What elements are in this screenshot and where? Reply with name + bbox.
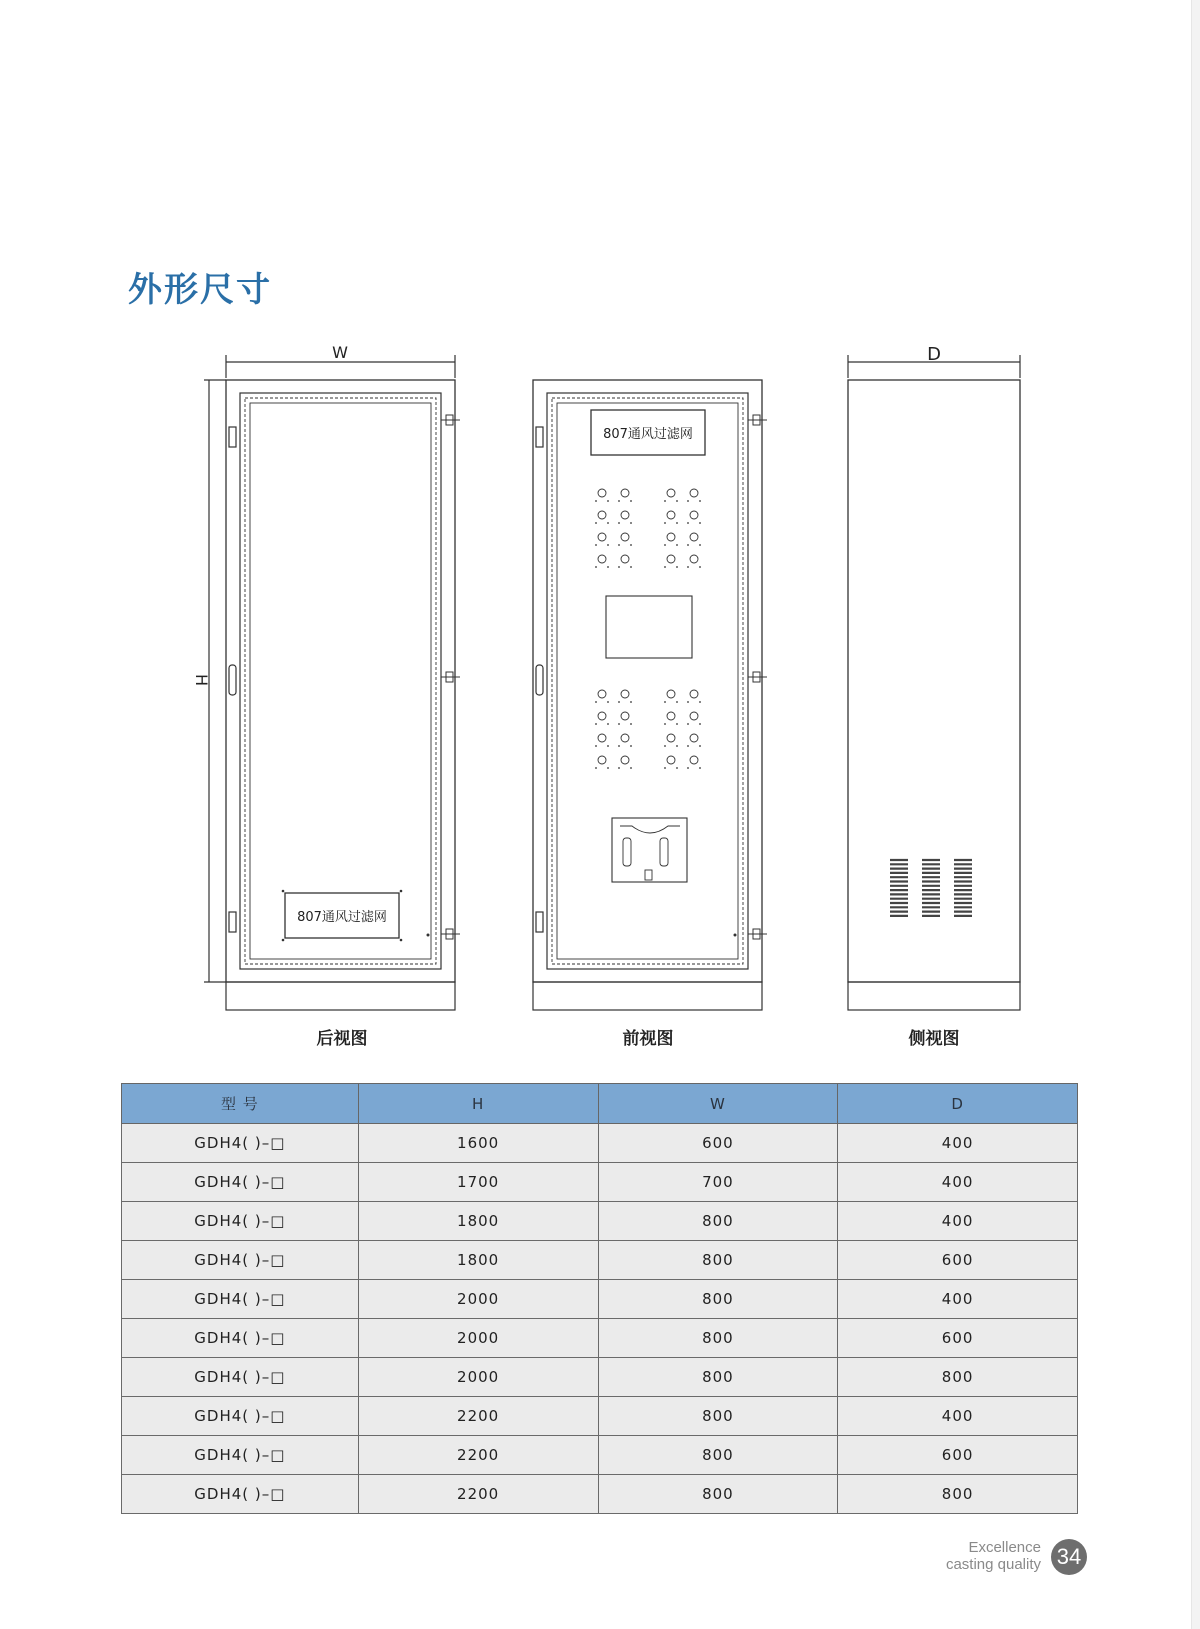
side-cabinet-body [848, 380, 1020, 982]
cell-height: 2000 [358, 1319, 598, 1358]
cell-model: GDH4( )–□ [122, 1436, 359, 1475]
cell-depth: 400 [838, 1397, 1078, 1436]
cell-model: GDH4( )–□ [122, 1202, 359, 1241]
cell-depth: 400 [838, 1163, 1078, 1202]
indicator-lamp-icon [667, 489, 675, 497]
cell-width: 800 [598, 1475, 838, 1514]
cell-depth: 800 [838, 1358, 1078, 1397]
rear-door-frame [240, 393, 441, 969]
page-number: 34 [1051, 1539, 1087, 1575]
side-view-caption: 侧视图 [908, 1029, 960, 1049]
table-row [122, 1358, 1078, 1397]
indicator-lamp-icon [690, 489, 698, 497]
cell-model: GDH4( )–□ [122, 1163, 359, 1202]
footer-line-1: Excellence [968, 1539, 1041, 1556]
rear-handle [229, 665, 236, 695]
cell-width: 800 [598, 1202, 838, 1241]
indicator-lamp-icon [598, 712, 606, 720]
table-row [122, 1475, 1078, 1514]
indicator-lamp-icon [690, 511, 698, 519]
indicator-lamp-icon [690, 690, 698, 698]
front-filter-label: 807通风过滤网 [603, 427, 693, 442]
indicator-lamp-icon [621, 489, 629, 497]
cell-width: 700 [598, 1163, 838, 1202]
cell-height: 2000 [358, 1358, 598, 1397]
table-row [122, 1124, 1078, 1163]
cell-model: GDH4( )–□ [122, 1241, 359, 1280]
front-handle [536, 665, 543, 695]
cell-width: 800 [598, 1358, 838, 1397]
cell-model: GDH4( )–□ [122, 1319, 359, 1358]
section-title: 外形尺寸 [128, 270, 272, 310]
indicator-lamp-icon [667, 712, 675, 720]
indicator-lamp-icon [598, 489, 606, 497]
cell-height: 1800 [358, 1202, 598, 1241]
rear-cabinet-body [226, 380, 455, 982]
indicator-lamp-icon [598, 555, 606, 563]
table-row [122, 1397, 1078, 1436]
indicator-lamp-icon [621, 712, 629, 720]
table-row [122, 1436, 1078, 1475]
front-view-drawing [533, 380, 767, 1010]
cell-model: GDH4( )–□ [122, 1280, 359, 1319]
rear-view-caption: 后视图 [316, 1029, 368, 1049]
indicator-lamp-icon [690, 712, 698, 720]
indicator-lamp-icon [598, 756, 606, 764]
height-label: H [192, 673, 211, 687]
indicator-lamp-icon [621, 690, 629, 698]
table-row [122, 1163, 1078, 1202]
cell-height: 1800 [358, 1241, 598, 1280]
indicator-lamp-icon [667, 533, 675, 541]
indicator-lamp-icon [667, 690, 675, 698]
indicator-lamp-icon [690, 734, 698, 742]
indicator-lamp-icon [621, 555, 629, 563]
cell-depth: 600 [838, 1319, 1078, 1358]
rear-hinge-bottom [229, 912, 236, 932]
cell-model: GDH4( )–□ [122, 1124, 359, 1163]
rear-cabinet-base [226, 982, 455, 1010]
header-width: W [598, 1084, 838, 1124]
cell-depth: 600 [838, 1436, 1078, 1475]
indicator-lamp-icon [690, 756, 698, 764]
indicator-lamp-icon [621, 756, 629, 764]
cell-depth: 400 [838, 1202, 1078, 1241]
indicator-lamp-icon [690, 555, 698, 563]
side-cabinet-base [848, 982, 1020, 1010]
cell-depth: 600 [838, 1241, 1078, 1280]
indicator-lamp-icon [621, 511, 629, 519]
front-cabinet-base [533, 982, 762, 1010]
cell-model: GDH4( )–□ [122, 1397, 359, 1436]
depth-label: D [927, 344, 941, 365]
cell-height: 2200 [358, 1397, 598, 1436]
cell-width: 600 [598, 1124, 838, 1163]
indicator-lamp-icon [667, 756, 675, 764]
front-view-caption: 前视图 [622, 1029, 674, 1049]
indicator-lamp-icon [598, 690, 606, 698]
footer-line-2: casting quality [945, 1556, 1041, 1573]
footer-slogan [946, 1539, 1041, 1573]
width-label: W [332, 343, 348, 362]
header-depth: D [838, 1084, 1078, 1124]
cell-depth: 800 [838, 1475, 1078, 1514]
table-row [122, 1280, 1078, 1319]
header-height: H [358, 1084, 598, 1124]
cell-height: 1600 [358, 1124, 598, 1163]
cell-height: 1700 [358, 1163, 598, 1202]
front-door-frame [547, 393, 748, 969]
cell-width: 800 [598, 1436, 838, 1475]
header-model: 型 号 [122, 1084, 359, 1124]
indicator-lamp-icon [690, 533, 698, 541]
dimension-table [121, 1083, 1078, 1514]
indicator-lamp-icon [598, 511, 606, 519]
rear-hinge-top [229, 427, 236, 447]
cell-model: GDH4( )–□ [122, 1475, 359, 1514]
indicator-lamp-icon [598, 734, 606, 742]
indicator-lamp-icon [667, 734, 675, 742]
table-header-row [122, 1084, 1078, 1124]
table-row [122, 1241, 1078, 1280]
cell-height: 2000 [358, 1280, 598, 1319]
side-view-drawing [848, 355, 1020, 1010]
indicator-lamp-icon [621, 734, 629, 742]
table-row [122, 1319, 1078, 1358]
cell-width: 800 [598, 1397, 838, 1436]
indicator-lamp-icon [598, 533, 606, 541]
cell-width: 800 [598, 1319, 838, 1358]
cell-width: 800 [598, 1280, 838, 1319]
cell-height: 2200 [358, 1436, 598, 1475]
cell-depth: 400 [838, 1124, 1078, 1163]
table-row [122, 1202, 1078, 1241]
cell-height: 2200 [358, 1475, 598, 1514]
front-cabinet-body [533, 380, 762, 982]
indicator-lamp-icon [621, 533, 629, 541]
cell-depth: 400 [838, 1280, 1078, 1319]
cell-width: 800 [598, 1241, 838, 1280]
indicator-lamp-icon [667, 511, 675, 519]
indicator-lamp-icon [667, 555, 675, 563]
rear-filter-label: 807通风过滤网 [297, 910, 387, 925]
display-window [606, 596, 692, 658]
cell-model: GDH4( )–□ [122, 1358, 359, 1397]
